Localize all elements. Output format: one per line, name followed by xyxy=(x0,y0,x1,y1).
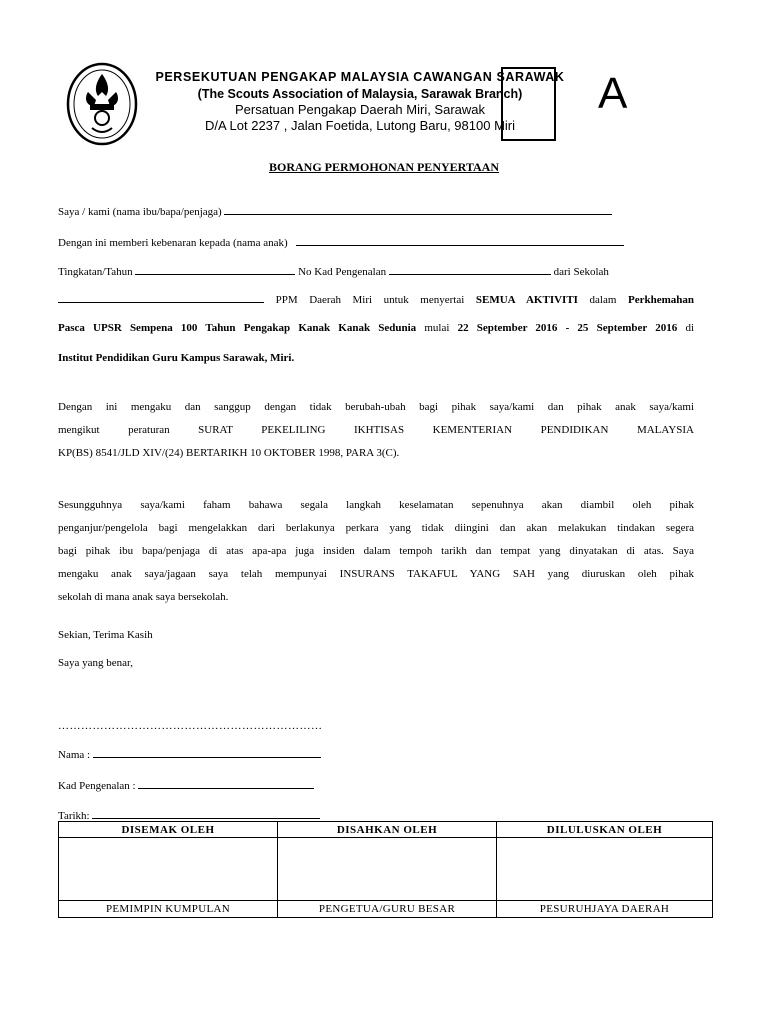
closing-thanks: Sekian, Terima Kasih xyxy=(58,629,153,641)
activity-all: SEMUA AKTIVITI xyxy=(475,294,578,306)
name-row xyxy=(58,747,321,761)
header-approved-by: DILULUSKAN OLEH xyxy=(497,822,713,838)
child-name-row xyxy=(58,235,624,249)
declaration-paragraph xyxy=(58,396,694,465)
school-name-blank[interactable] xyxy=(58,292,264,303)
activity-line-2 xyxy=(58,322,694,334)
organization-name: PERSEKUTUAN PENGAKAP MALAYSIA CAWANGAN SARAWAK xyxy=(155,70,565,84)
signature-space-checked[interactable] xyxy=(59,838,278,901)
name-label: Nama : xyxy=(58,749,91,761)
safety-line-5: sekolah di mana anak saya bersekolah. xyxy=(58,591,229,603)
child-name-label: Dengan ini memberi kebenaran kepada (nama anak) xyxy=(58,237,288,249)
date-blank[interactable] xyxy=(92,808,320,819)
signer-ic-blank[interactable] xyxy=(138,778,314,789)
grade-label: Tingkatan/Tahun xyxy=(58,266,133,278)
activity-dates: 22 September 2016 - 25 September 2016 xyxy=(457,322,678,334)
activity-venue: Institut Pendidikan Guru Kampus Sarawak, Miri. xyxy=(58,352,295,364)
role-principal: PENGETUA/GURU BESAR xyxy=(278,901,497,918)
local-branch-name: Persatuan Pengakap Daerah Miri, Sarawak xyxy=(234,102,486,117)
parent-name-label: Saya / kami (nama ibu/bapa/penjaga) xyxy=(58,206,222,218)
activity-line-3 xyxy=(58,352,294,364)
approval-signature-table xyxy=(58,821,713,918)
parent-name-row xyxy=(58,204,612,218)
role-group-leader: PEMIMPIN KUMPULAN xyxy=(59,901,278,918)
signer-ic-label: Kad Pengenalan : xyxy=(58,780,136,792)
signature-dotted-line[interactable]: …………………………………………………………… xyxy=(58,720,323,732)
activity-event-name: Pasca UPSR Sempena 100 Tahun Pengakap Kanak Kanak Sedunia xyxy=(58,322,417,334)
form-letter: A xyxy=(598,69,628,118)
details-row xyxy=(58,264,609,278)
closing-sincerely: Saya yang benar, xyxy=(58,657,134,669)
declaration-line-2: mengikut peraturan SURAT PEKELILING IKHTISAS KEMENTERIAN PENDIDIKAN MALAYSIA xyxy=(58,424,694,436)
scout-emblem-logo xyxy=(66,62,138,146)
role-district-commissioner: PESURUHJAYA DAERAH xyxy=(497,901,713,918)
ic-label: No Kad Pengenalan xyxy=(298,266,387,278)
date-row xyxy=(58,808,320,822)
declaration-line-1: Dengan ini mengaku dan sanggup dengan tidak berubah-ubah bagi pihak saya/kami dan pihak anak saya/kami xyxy=(58,401,694,413)
form-code-box xyxy=(501,67,556,141)
activity-text-4: di xyxy=(685,322,695,334)
header-checked-by: DISEMAK OLEH xyxy=(59,822,278,838)
signature-space-approved[interactable] xyxy=(497,838,713,901)
date-label: Tarikh: xyxy=(58,810,90,822)
activity-camp: Perkhemahan xyxy=(628,294,695,306)
activity-text-3: mulai xyxy=(424,322,450,334)
header-verified-by: DISAHKAN OLEH xyxy=(278,822,497,838)
parent-name-blank[interactable] xyxy=(224,204,612,215)
safety-line-3: bagi pihak ibu bapa/penjaga di atas apa-apa juga insiden dalam tempoh tarikh dan tempat yang dinyatakan di atas. Saya xyxy=(58,545,694,557)
safety-line-2: penganjur/pengelola bagi mengelakkan dari berlakunya perkara yang tidak diingini dan akan melakukan tindakan segera xyxy=(58,522,694,534)
organization-english-name: (The Scouts Association of Malaysia, Sarawak Branch) xyxy=(197,87,523,101)
branch-address: D/A Lot 2237 , Jalan Foetida, Lutong Baru, 98100 Miri xyxy=(204,118,516,133)
activity-text-1: PPM Daerah Miri untuk menyertai xyxy=(275,294,465,306)
safety-paragraph xyxy=(58,494,694,609)
safety-line-4: mengaku anak saya/jagaan saya telah mempunyai INSURANS TAKAFUL YANG SAH yang diuruskan oleh pihak xyxy=(58,568,694,580)
declaration-line-3: KP(BS) 8541/JLD XIV/(24) BERTARIKH 10 OKTOBER 1998, PARA 3(C). xyxy=(58,447,400,459)
activity-line-1 xyxy=(58,292,694,306)
ic-blank[interactable] xyxy=(389,264,551,275)
school-label: dari Sekolah xyxy=(553,266,609,278)
form-title: BORANG PERMOHONAN PENYERTAAN xyxy=(268,160,500,174)
ic-row xyxy=(58,778,314,792)
name-blank[interactable] xyxy=(93,747,321,758)
child-name-blank[interactable] xyxy=(296,235,624,246)
safety-line-1: Sesungguhnya saya/kami faham bahawa segala langkah keselamatan sepenuhnya akan diambil oleh pihak xyxy=(58,499,694,511)
grade-blank[interactable] xyxy=(135,264,295,275)
activity-text-2: dalam xyxy=(589,294,617,306)
signature-space-verified[interactable] xyxy=(278,838,497,901)
